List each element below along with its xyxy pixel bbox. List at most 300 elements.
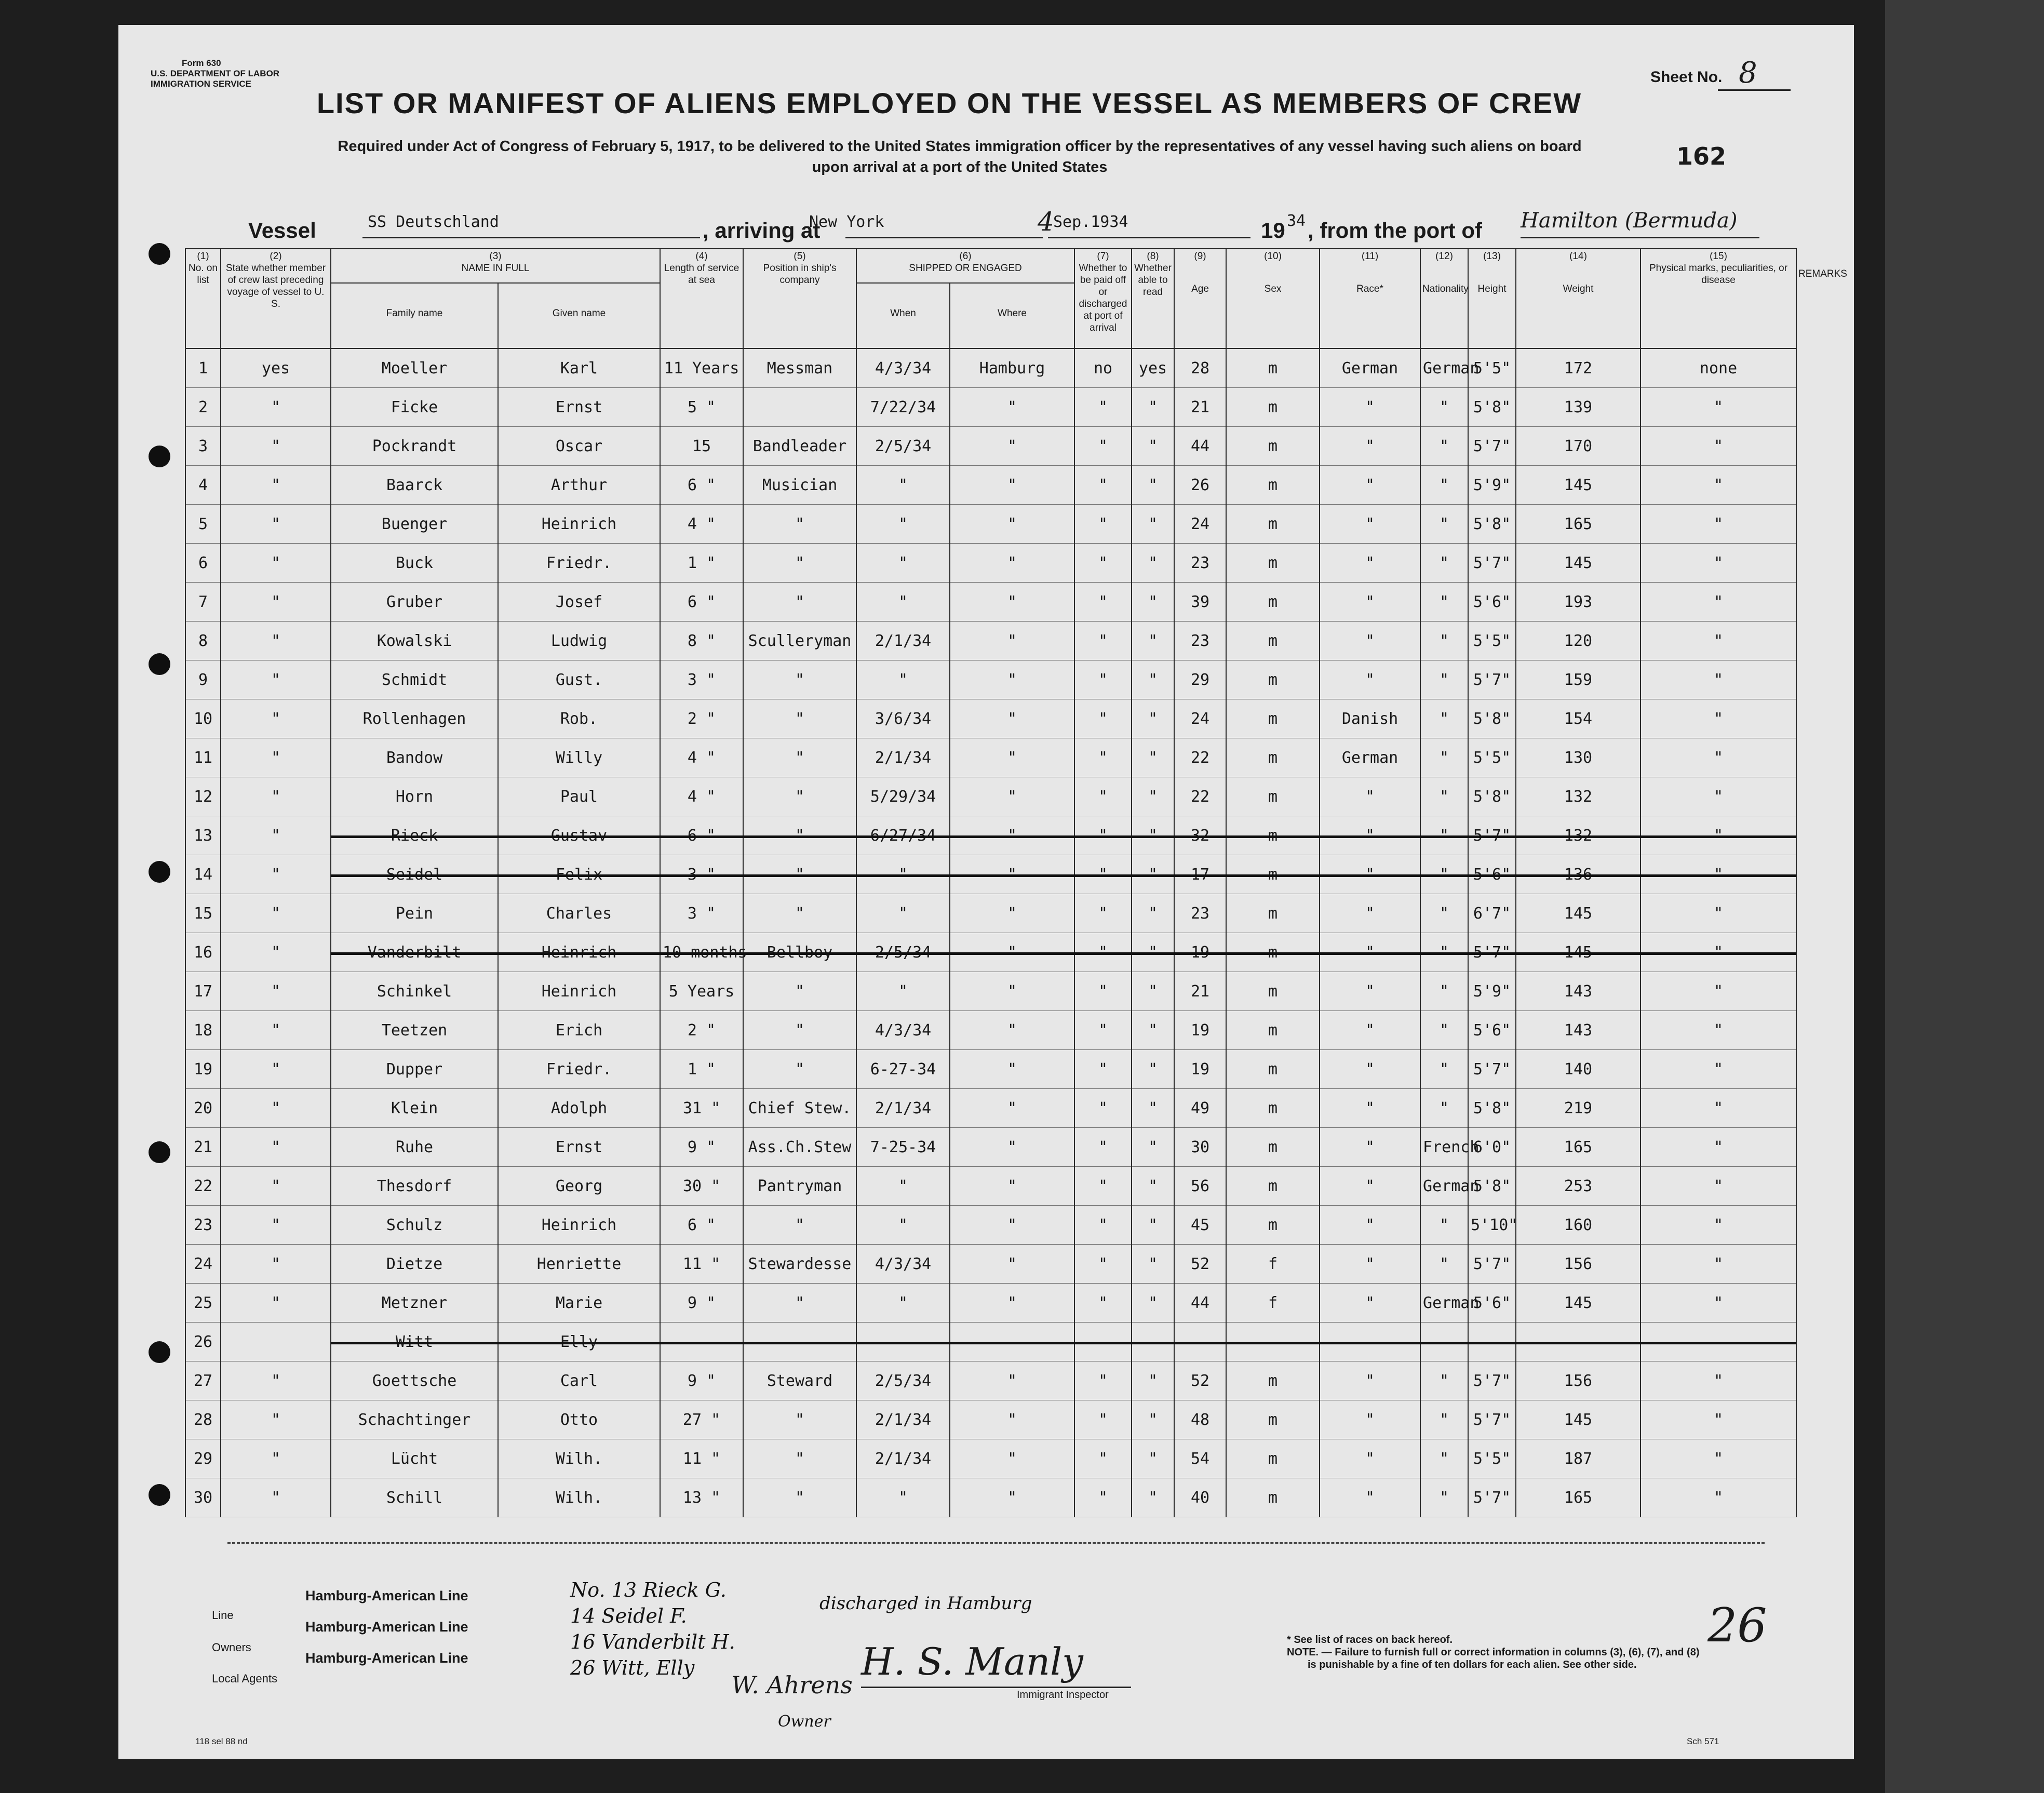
physical-marks-cell: " — [1640, 699, 1796, 738]
able-to-read-cell: " — [1132, 1206, 1174, 1245]
able-to-read-cell: " — [1132, 388, 1174, 427]
family-name-cell: Ruhe — [331, 1128, 498, 1167]
shipped-when-cell: 3/6/34 — [856, 699, 950, 738]
age-cell: 23 — [1174, 544, 1226, 583]
strike-line — [331, 835, 1796, 838]
height-cell: 5'10" — [1468, 1206, 1516, 1245]
paid-off-cell: no — [1074, 348, 1132, 388]
shipped-where-cell: " — [950, 622, 1074, 660]
able-to-read-cell: " — [1132, 583, 1174, 622]
owners-label: Owners — [212, 1641, 251, 1654]
height-cell: 5'5" — [1468, 622, 1516, 660]
col-header-previous-voyage: (2) State whether member of crew last preceding voyage of vessel to U. S. — [221, 249, 331, 348]
hand-discharged-note: discharged in Hamburg — [819, 1593, 1032, 1614]
position-cell: Bellboy — [743, 933, 856, 972]
sex-cell: m — [1226, 855, 1320, 894]
paid-off-cell: " — [1074, 1478, 1132, 1517]
shipped-where-cell: " — [950, 1245, 1074, 1284]
table-row — [185, 1439, 1796, 1478]
position-cell — [743, 388, 856, 427]
shipped-where-cell: " — [950, 388, 1074, 427]
age-cell: 49 — [1174, 1089, 1226, 1128]
previous-voyage-cell: " — [221, 622, 331, 660]
family-name-cell: Buck — [331, 544, 498, 583]
paid-off-cell: " — [1074, 972, 1132, 1011]
binder-hole — [149, 446, 170, 467]
race-cell: " — [1320, 816, 1420, 855]
crew-manifest-table: (1) No. on list (2) State whether member of crew last preceding voyage of vessel to U. S. (3) NAME IN FULL (4) Length of service at sea (5) Position in ship's company (6) SHIPPED OR ENGAGED (7) Whether to be paid off or discharged at port of arrival (8) Whether able to read (9) Age (10) Sex (11) Race* (12) Nationality (13) Height (14) Weight (15) Physical marks, peculiarities, or disease REMARKS Family name Given name When Where 1 yes Moeller Karl 11 Years Messman 4/3/34 Hamburg no yes 28 m German German 5'5" 172 none 2 " Ficke Ernst 5 " 7/22/34 " " " 21 m " " 5'8" 139 " 3 " Pockrandt Oscar 15 Bandleader 2/5/34 " " " 44 m " " 5'7" 170 " 4 " Baarck Arthur 6 " Musician " " " " 26 m " " 5'9" 145 " 5 " Buenger Heinrich 4 " " " " " " 24 m " " 5'8" 165 " 6 " Buck Friedr. 1 " " " " " " 23 m " " 5'7" 145 " 7 " Gruber Josef 6 " " " " " " 39 m " " 5'6" 193 " 8 " Kowalski Ludwig 8 " Sculleryman 2/1/34 " " " 23 m " " 5'5" 120 " 9 " Schmidt Gust. 3 " " " " " " 29 m " " 5'7" 159 " 10 " Rollenhagen Rob. 2 " " 3/6/34 " " " 24 m Danish " 5'8" 154 " 11 " Bandow Willy 4 " " 2/1/34 " " " 22 m German " 5'5" 130 " 12 " Horn Paul 4 " " 5/29/34 " " " 22 m " " 5'8" 132 " 13 " Rieck Gustav 6 " " 6/27/34 " " " 32 m " " 5'7" 132 " 14 " Seidel Felix 3 " " " " " " 17 m " " 5'6" 136 " 15 " Pein Charles 3 " " " " " " 23 m " " 6'7" 145 " 16 " Vanderbilt Heinrich 10 months Bellboy 2/5/34 " " " 19 m " " 5'7" 145 " 17 " Schinkel Heinrich 5 Years " " " " " 21 m " " 5'9" 143 " 18 " Teetzen Erich 2 " " 4/3/34 " " " 19 m " " 5'6" 143 " 19 " Dupper Friedr. 1 " " 6-27-34 " " " 19 m " " 5'7" 140 " 20 " Klein Adolph 31 " Chief Stew. 2/1/34 " " " 49 m " " 5'8" 219 " 21 " Ruhe Ernst 9 " Ass.Ch.Stew 7-25-34 " " " 30 m " French 6'0" 165 " 22 " Thesdorf Georg 30 " Pantryman " " " " 56 m " German 5'8" 253 " 23 " Schulz Heinrich 6 " " " " " " 45 m " " 5'10" 160 " 24 " Dietze Henriette 11 " Stewardesse 4/3/34 " " " 52 f " " 5'7" 156 " 25 " Metzner Marie 9 " " " " " " 44 f " German 5'6" 145 " 26 Witt Elly 27 " Goettsche Carl 9 " Steward 2/5/34 " " " 52 m " " 5'7" 156 " 28 " Schachtinger Otto 27 " " 2/1/34 " " " 48 m " " 5'7" 145 " 29 " Lücht Wilh. 11 " " 2/1/34 " " " 54 m " " 5'5" 187 " 30 " Schill Wilh. 13 " " " " " " 40 m " " 5'7" 165 " — [185, 248, 1797, 1517]
page-title: LIST OR MANIFEST OF ALIENS EMPLOYED ON THE VESSEL AS MEMBERS OF CREW — [316, 87, 1582, 119]
length-of-service-cell: 5 Years — [660, 972, 743, 1011]
able-to-read-cell: " — [1132, 1128, 1174, 1167]
previous-voyage-cell: " — [221, 660, 331, 699]
race-cell: " — [1320, 1400, 1420, 1439]
shipped-when-cell: 5/29/34 — [856, 777, 950, 816]
race-cell: Danish — [1320, 699, 1420, 738]
physical-marks-cell: " — [1640, 1400, 1796, 1439]
length-of-service-cell: 1 " — [660, 1050, 743, 1089]
length-of-service-cell: 3 " — [660, 660, 743, 699]
shipped-when-cell: 2/1/34 — [856, 622, 950, 660]
previous-voyage-cell: " — [221, 388, 331, 427]
line-number-cell: 22 — [185, 1167, 221, 1206]
length-of-service-cell: 2 " — [660, 1011, 743, 1050]
given-name-cell: Gustav — [498, 816, 660, 855]
previous-voyage-cell: " — [221, 1167, 331, 1206]
shipped-where-cell: " — [950, 1128, 1074, 1167]
nationality-cell: " — [1420, 544, 1468, 583]
position-cell: " — [743, 1439, 856, 1478]
physical-marks-cell: " — [1640, 738, 1796, 777]
age-cell: 24 — [1174, 505, 1226, 544]
shipped-when-cell: " — [856, 544, 950, 583]
position-cell: " — [743, 738, 856, 777]
weight-cell: 132 — [1516, 777, 1640, 816]
age-cell: 28 — [1174, 348, 1226, 388]
inspector-label: Immigrant Inspector — [1017, 1689, 1109, 1701]
col-header-family-name: Family name — [331, 283, 498, 348]
family-name-cell: Gruber — [331, 583, 498, 622]
physical-marks-cell: " — [1640, 1089, 1796, 1128]
age-cell: 23 — [1174, 894, 1226, 933]
length-of-service-cell: 9 " — [660, 1284, 743, 1323]
col-header-when: When — [856, 283, 950, 348]
sex-cell: m — [1226, 1478, 1320, 1517]
position-cell: Pantryman — [743, 1167, 856, 1206]
weight-cell: 165 — [1516, 1128, 1640, 1167]
physical-marks-cell: " — [1640, 1206, 1796, 1245]
weight-cell: 145 — [1516, 1400, 1640, 1439]
table-row — [185, 427, 1796, 466]
weight-cell: 143 — [1516, 972, 1640, 1011]
weight-cell: 165 — [1516, 505, 1640, 544]
weight-cell: 219 — [1516, 1089, 1640, 1128]
shipped-when-cell: 7/22/34 — [856, 388, 950, 427]
physical-marks-cell: none — [1640, 348, 1796, 388]
position-cell: " — [743, 544, 856, 583]
vessel-underline — [362, 237, 700, 238]
physical-marks-cell: " — [1640, 1128, 1796, 1167]
weight-cell: 130 — [1516, 738, 1640, 777]
shipped-when-cell: " — [856, 1478, 950, 1517]
previous-voyage-cell: " — [221, 1439, 331, 1478]
col-header-name: (3) NAME IN FULL — [331, 249, 660, 283]
manifest-sheet — [118, 25, 1854, 1759]
from-label: , from the port of — [1308, 218, 1482, 242]
from-underline — [1521, 237, 1759, 238]
length-of-service-cell: 15 — [660, 427, 743, 466]
line-number-cell: 7 — [185, 583, 221, 622]
table-row — [185, 583, 1796, 622]
family-name-cell: Schachtinger — [331, 1400, 498, 1439]
height-cell: 5'7" — [1468, 816, 1516, 855]
position-cell: " — [743, 777, 856, 816]
page-subtitle: Required under Act of Congress of February 5, 1917, to be delivered to the United States immigration officer by the representatives of any vessel having such aliens on board upon arrival at a port of the United States — [338, 138, 1582, 176]
age-cell: 52 — [1174, 1245, 1226, 1284]
family-name-cell: Pockrandt — [331, 427, 498, 466]
master-signature: W. Ahrens — [731, 1671, 853, 1699]
paid-off-cell: " — [1074, 777, 1132, 816]
previous-voyage-cell: " — [221, 894, 331, 933]
line-number-cell: 14 — [185, 855, 221, 894]
nationality-cell: " — [1420, 972, 1468, 1011]
sex-cell: m — [1226, 1361, 1320, 1400]
race-cell: " — [1320, 1011, 1420, 1050]
shipped-when-cell: " — [856, 660, 950, 699]
sex-cell: m — [1226, 1167, 1320, 1206]
paid-off-cell: " — [1074, 1439, 1132, 1478]
previous-voyage-cell: " — [221, 1361, 331, 1400]
physical-marks-cell: " — [1640, 855, 1796, 894]
length-of-service-cell: 11 " — [660, 1439, 743, 1478]
shipped-where-cell: " — [950, 1167, 1074, 1206]
nationality-cell: " — [1420, 622, 1468, 660]
line-number-cell: 12 — [185, 777, 221, 816]
physical-marks-cell: " — [1640, 1439, 1796, 1478]
shipped-when-cell: 2/1/34 — [856, 1400, 950, 1439]
shipped-where-cell: " — [950, 1089, 1074, 1128]
height-cell: 5'8" — [1468, 1089, 1516, 1128]
hand-note-26: 26 Witt, Elly — [570, 1656, 695, 1679]
position-cell: Chief Stew. — [743, 1089, 856, 1128]
weight-cell: 156 — [1516, 1361, 1640, 1400]
race-cell: " — [1320, 505, 1420, 544]
given-name-cell: Erich — [498, 1011, 660, 1050]
paid-off-cell: " — [1074, 933, 1132, 972]
table-row — [185, 1167, 1796, 1206]
table-bottom-rule — [227, 1542, 1765, 1544]
age-cell: 21 — [1174, 972, 1226, 1011]
print-code: 118 sel 88 nd — [195, 1736, 248, 1746]
table-row — [185, 505, 1796, 544]
line-number-cell: 29 — [185, 1439, 221, 1478]
previous-voyage-cell: " — [221, 1128, 331, 1167]
weight-cell: 156 — [1516, 1245, 1640, 1284]
age-cell: 17 — [1174, 855, 1226, 894]
position-cell: Ass.Ch.Stew — [743, 1128, 856, 1167]
line-number-cell: 19 — [185, 1050, 221, 1089]
sex-cell: m — [1226, 933, 1320, 972]
able-to-read-cell: " — [1132, 622, 1174, 660]
sex-cell: m — [1226, 1206, 1320, 1245]
owners-value: Hamburg-American Line — [305, 1619, 468, 1635]
able-to-read-cell: " — [1132, 894, 1174, 933]
col-header-given-name: Given name — [498, 283, 660, 348]
weight-cell: 154 — [1516, 699, 1640, 738]
vessel-label: Vessel — [248, 218, 316, 242]
sex-cell: m — [1226, 1011, 1320, 1050]
position-cell: " — [743, 583, 856, 622]
inspector-underline — [861, 1687, 1131, 1688]
hand-note-13: No. 13 Rieck G. — [570, 1579, 727, 1601]
height-cell: 5'7" — [1468, 1245, 1516, 1284]
given-name-cell: Friedr. — [498, 1050, 660, 1089]
physical-marks-cell: " — [1640, 583, 1796, 622]
family-name-cell: Seidel — [331, 855, 498, 894]
binder-hole — [149, 1341, 170, 1363]
paid-off-cell: " — [1074, 816, 1132, 855]
family-name-cell: Klein — [331, 1089, 498, 1128]
position-cell: " — [743, 699, 856, 738]
age-cell: 39 — [1174, 583, 1226, 622]
position-cell: " — [743, 1478, 856, 1517]
given-name-cell: Adolph — [498, 1089, 660, 1128]
sex-cell: m — [1226, 777, 1320, 816]
height-cell: 5'5" — [1468, 348, 1516, 388]
physical-marks-cell: " — [1640, 388, 1796, 427]
col-header-weight: (14) Weight — [1516, 249, 1640, 348]
length-of-service-cell: 1 " — [660, 544, 743, 583]
length-of-service-cell: 3 " — [660, 855, 743, 894]
previous-voyage-cell: " — [221, 777, 331, 816]
race-cell: German — [1320, 738, 1420, 777]
sex-cell: m — [1226, 583, 1320, 622]
weight-cell: 143 — [1516, 1011, 1640, 1050]
col-header-service: (4) Length of service at sea — [660, 249, 743, 348]
nationality-cell: " — [1420, 855, 1468, 894]
previous-voyage-cell: " — [221, 1478, 331, 1517]
race-cell: " — [1320, 1284, 1420, 1323]
physical-marks-cell: " — [1640, 1361, 1796, 1400]
table-row — [185, 1400, 1796, 1439]
physical-marks-cell: " — [1640, 816, 1796, 855]
race-cell: " — [1320, 1089, 1420, 1128]
given-name-cell: Felix — [498, 855, 660, 894]
sex-cell: m — [1226, 1439, 1320, 1478]
line-number-cell: 4 — [185, 466, 221, 505]
line-number-cell: 24 — [185, 1245, 221, 1284]
sex-cell: m — [1226, 505, 1320, 544]
age-cell: 29 — [1174, 660, 1226, 699]
length-of-service-cell: 11 Years — [660, 348, 743, 388]
paid-off-cell: " — [1074, 1167, 1132, 1206]
table-row — [185, 544, 1796, 583]
form-identifier — [151, 58, 279, 89]
strike-line — [331, 1342, 1796, 1344]
nationality-cell: " — [1420, 894, 1468, 933]
length-of-service-cell: 3 " — [660, 894, 743, 933]
height-cell: 5'6" — [1468, 583, 1516, 622]
age-cell: 21 — [1174, 388, 1226, 427]
height-cell: 6'0" — [1468, 1128, 1516, 1167]
age-cell: 19 — [1174, 1050, 1226, 1089]
family-name-cell: Metzner — [331, 1284, 498, 1323]
length-of-service-cell: 6 " — [660, 583, 743, 622]
paid-off-cell: " — [1074, 1128, 1132, 1167]
previous-voyage-cell: " — [221, 933, 331, 972]
binder-hole — [149, 861, 170, 883]
weight-cell: 145 — [1516, 544, 1640, 583]
physical-marks-cell: " — [1640, 466, 1796, 505]
sex-cell: m — [1226, 894, 1320, 933]
nationality-cell: " — [1420, 1011, 1468, 1050]
table-row — [185, 388, 1796, 427]
line-number-cell: 6 — [185, 544, 221, 583]
shipped-where-cell: " — [950, 1400, 1074, 1439]
col-header-age: (9) Age — [1174, 249, 1226, 348]
previous-voyage-cell: " — [221, 1011, 331, 1050]
position-cell: " — [743, 972, 856, 1011]
table-row — [185, 1011, 1796, 1050]
position-cell: Musician — [743, 466, 856, 505]
table-row — [185, 1361, 1796, 1400]
line-value: Hamburg-American Line — [305, 1588, 468, 1603]
line-number-cell: 20 — [185, 1089, 221, 1128]
nationality-cell: " — [1420, 816, 1468, 855]
weight-cell: 160 — [1516, 1206, 1640, 1245]
race-cell: " — [1320, 1050, 1420, 1089]
shipped-where-cell: " — [950, 1206, 1074, 1245]
family-name-cell: Kowalski — [331, 622, 498, 660]
height-cell: 5'7" — [1468, 1361, 1516, 1400]
shipped-where-cell: " — [950, 660, 1074, 699]
family-name-cell: Ficke — [331, 388, 498, 427]
position-cell: " — [743, 855, 856, 894]
nationality-cell: " — [1420, 660, 1468, 699]
position-cell: Messman — [743, 348, 856, 388]
sex-cell: m — [1226, 738, 1320, 777]
race-cell: " — [1320, 622, 1420, 660]
age-cell: 19 — [1174, 1011, 1226, 1050]
able-to-read-cell: " — [1132, 816, 1174, 855]
table-row — [185, 1128, 1796, 1167]
shipped-where-cell: " — [950, 1478, 1074, 1517]
weight-cell: 253 — [1516, 1167, 1640, 1206]
shipped-when-cell: " — [856, 894, 950, 933]
able-to-read-cell: " — [1132, 1167, 1174, 1206]
race-cell: " — [1320, 894, 1420, 933]
family-name-cell: Dietze — [331, 1245, 498, 1284]
length-of-service-cell: 6 " — [660, 1206, 743, 1245]
physical-marks-cell: " — [1640, 777, 1796, 816]
length-of-service-cell: 4 " — [660, 505, 743, 544]
shipped-when-cell: 4/3/34 — [856, 348, 950, 388]
family-name-cell: Schill — [331, 1478, 498, 1517]
shipped-where-cell: " — [950, 1361, 1074, 1400]
nationality-cell: German — [1420, 348, 1468, 388]
col-header-height: (13) Height — [1468, 249, 1516, 348]
nationality-cell: " — [1420, 738, 1468, 777]
previous-voyage-cell: " — [221, 1245, 331, 1284]
able-to-read-cell: " — [1132, 699, 1174, 738]
age-cell: 54 — [1174, 1439, 1226, 1478]
previous-voyage-cell: " — [221, 1050, 331, 1089]
position-cell: " — [743, 894, 856, 933]
nationality-cell: " — [1420, 583, 1468, 622]
height-cell: 5'8" — [1468, 699, 1516, 738]
age-cell: 48 — [1174, 1400, 1226, 1439]
height-cell: 5'5" — [1468, 738, 1516, 777]
family-name-cell: Schulz — [331, 1206, 498, 1245]
sex-cell: f — [1226, 1284, 1320, 1323]
previous-voyage-cell: yes — [221, 348, 331, 388]
nationality-cell: " — [1420, 1245, 1468, 1284]
height-cell: 5'9" — [1468, 972, 1516, 1011]
able-to-read-cell: yes — [1132, 348, 1174, 388]
able-to-read-cell: " — [1132, 1439, 1174, 1478]
previous-voyage-cell — [221, 1323, 331, 1361]
col-header-where: Where — [950, 283, 1074, 348]
arrival-date: Sep.1934 — [1053, 213, 1128, 231]
vessel-name: SS Deutschland — [368, 213, 499, 231]
table-row — [185, 1245, 1796, 1284]
line-number-cell: 25 — [185, 1284, 221, 1323]
col-header-read: (8) Whether able to read — [1132, 249, 1174, 348]
age-cell: 32 — [1174, 816, 1226, 855]
height-cell: 5'7" — [1468, 660, 1516, 699]
physical-marks-cell: " — [1640, 1011, 1796, 1050]
shipped-when-cell: 2/1/34 — [856, 738, 950, 777]
col-header-nationality: (12) Nationality — [1420, 249, 1468, 348]
paid-off-cell: " — [1074, 427, 1132, 466]
department-name: U.S. DEPARTMENT OF LABOR — [151, 69, 280, 78]
shipped-where-cell: " — [950, 972, 1074, 1011]
service-name: IMMIGRATION SERVICE — [151, 79, 251, 89]
race-cell: " — [1320, 1478, 1420, 1517]
able-to-read-cell: " — [1132, 933, 1174, 972]
nationality-cell: " — [1420, 1361, 1468, 1400]
able-to-read-cell: " — [1132, 855, 1174, 894]
length-of-service-cell: 6 " — [660, 816, 743, 855]
shipped-when-cell: 2/5/34 — [856, 427, 950, 466]
family-name-cell: Bandow — [331, 738, 498, 777]
strike-line — [331, 874, 1796, 877]
previous-voyage-cell: " — [221, 583, 331, 622]
col-header-physical-marks: (15) Physical marks, peculiarities, or disease — [1640, 249, 1796, 348]
weight-cell: 145 — [1516, 894, 1640, 933]
age-cell: 22 — [1174, 738, 1226, 777]
agents-value: Hamburg-American Line — [305, 1650, 468, 1666]
length-of-service-cell: 8 " — [660, 622, 743, 660]
height-cell: 5'5" — [1468, 1439, 1516, 1478]
position-cell: " — [743, 505, 856, 544]
race-cell: " — [1320, 1439, 1420, 1478]
nationality-cell: " — [1420, 699, 1468, 738]
position-cell: " — [743, 660, 856, 699]
given-name-cell: Friedr. — [498, 544, 660, 583]
shipped-when-cell: " — [856, 505, 950, 544]
nationality-cell: French — [1420, 1128, 1468, 1167]
shipped-where-cell: " — [950, 1439, 1074, 1478]
able-to-read-cell: " — [1132, 466, 1174, 505]
given-name-cell: Paul — [498, 777, 660, 816]
master-label: Owner — [778, 1713, 831, 1731]
shipped-where-cell: " — [950, 427, 1074, 466]
shipped-where-cell: " — [950, 894, 1074, 933]
line-number-cell: 23 — [185, 1206, 221, 1245]
height-cell: 5'7" — [1468, 544, 1516, 583]
paid-off-cell: " — [1074, 1284, 1132, 1323]
